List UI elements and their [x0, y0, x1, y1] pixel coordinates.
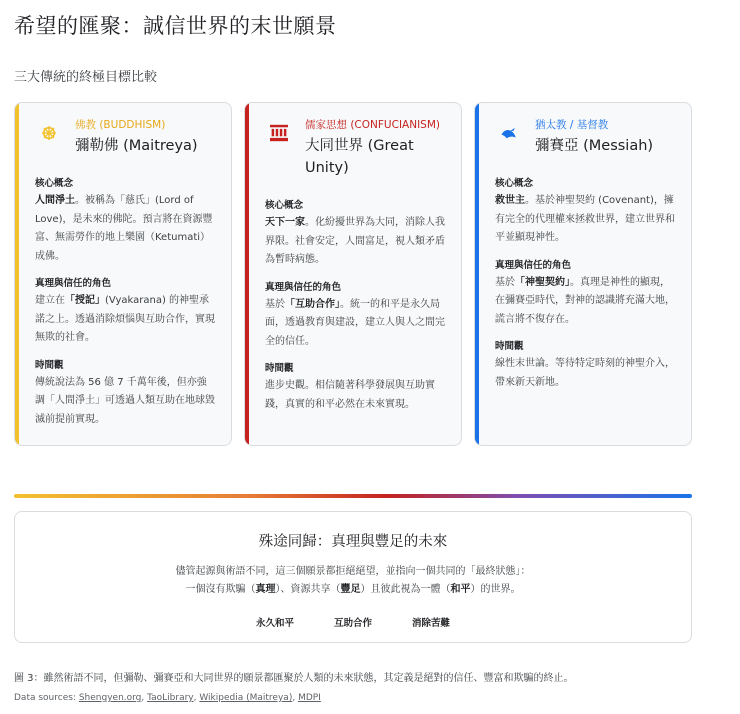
concept-label: 核心概念	[265, 200, 304, 211]
card-name: 大同世界 (Great Unity)	[305, 138, 414, 176]
concept-text: 人間淨土。被稱為「慈氏」(Lord of Love)，是未來的佛陀。預言將在資源豐富、無需勞作的地上樂園（Ketumati）成佛。	[35, 195, 213, 262]
card-buddhism	[14, 102, 232, 446]
summary-line-1: 儘管起源與術語不同，這三個願景都拒絕絕望，並指向一個共同的「最終狀態」：	[175, 566, 531, 577]
pill-row	[15, 615, 691, 629]
page-title: 希望的匯聚：誠信世界的末世願景	[14, 14, 337, 38]
source-link[interactable]: Wikipedia (Maitreya)	[199, 693, 293, 703]
pill-cooperation: 互助合作	[333, 618, 372, 629]
time-text: 進步史觀。相信隨著科學發展與互助實踐，真實的和平必然在未來實現。	[265, 380, 435, 410]
source-link[interactable]: Shengyen.org	[78, 693, 142, 703]
summary-line-2: 一個沒有欺騙（真理）、資源共享（豐足）且彼此視為一體（和平）的世界。	[185, 584, 521, 595]
card-header	[265, 117, 445, 179]
card-header	[495, 117, 675, 157]
role-label: 真理與信任的角色	[495, 259, 572, 271]
figure-caption: 圖 3：雖然術語不同，但彌勒、彌賽亞和大同世界的願景都匯聚於人類的未來狀態，其定義是絕對的信任、豐富和欺騙的終止。	[14, 673, 574, 684]
concept-label: 核心概念	[495, 178, 534, 189]
role-text: 建立在「授記」(Vyakarana) 的神聖承諾之上。透過消除煩惱與互助合作，實現無欺的社會。	[35, 295, 215, 343]
data-sources: Data sources: Shengyen.org, TaoLibrary, Wikipedia (Maitreya), MDPI	[14, 693, 321, 703]
temple-icon	[265, 119, 293, 147]
card-confucianism	[244, 102, 462, 446]
dove-icon	[495, 119, 523, 147]
card-name: 彌勒佛 (Maitreya)	[75, 138, 198, 154]
summary-title: 殊途同歸：真理與豐足的未來	[258, 534, 448, 550]
time-label: 時間觀	[35, 359, 64, 371]
comparison-cards	[14, 102, 692, 446]
summary-text	[15, 563, 691, 599]
pill-end-suffering: 消除苦難	[412, 618, 451, 629]
time-text: 線性末世論。等待特定時刻的神聖介入，帶來新天新地。	[495, 358, 675, 388]
card-name: 彌賽亞 (Messiah)	[535, 138, 654, 154]
role-label: 真理與信任的角色	[265, 281, 342, 293]
time-label: 時間觀	[265, 363, 294, 374]
concept-text: 救世主。基於神聖契約 (Covenant)，擁有完全的代理權來拯救世界，建立世界和平並顯現神性。	[495, 195, 675, 243]
dharma-wheel-icon	[35, 119, 63, 147]
role-text: 基於「神聖契約」。真理是神性的顯現，在彌賽亞時代，對神的認識將充滿大地，謊言將不復存在。	[495, 276, 675, 325]
role-text: 基於「互助合作」。統一的和平是永久局面，透過教育與建設，建立人與人之間完全的信任。	[265, 298, 445, 347]
time-label: 時間觀	[495, 341, 524, 352]
card-abrahamic	[474, 102, 692, 446]
concept-label: 核心概念	[35, 178, 74, 189]
time-text: 傳統說法為 56 億 7 千萬年後，但亦強調「人間淨土」可透過人類互助在地球毀滅前提前實現。	[35, 376, 215, 425]
source-link[interactable]: MDPI	[298, 693, 321, 703]
tradition-label: 猶太教 / 基督教	[535, 119, 609, 131]
summary-box	[14, 511, 692, 643]
pill-peace: 永久和平	[255, 618, 294, 629]
gradient-divider	[14, 494, 692, 498]
card-header	[35, 117, 215, 157]
tradition-label: 佛教 (BUDDHISM)	[75, 119, 166, 131]
tradition-label: 儒家思想 (CONFUCIANISM)	[305, 119, 440, 131]
role-label: 真理與信任的角色	[35, 278, 112, 289]
section-subtitle: 三大傳統的終極目標比較	[14, 70, 158, 85]
concept-text: 天下一家。化紛擾世界為大同，消除人我界限。社會安定，人間富足，視人類矛盾為暫時病態。	[265, 217, 445, 265]
source-link[interactable]: TaoLibrary	[147, 693, 194, 703]
